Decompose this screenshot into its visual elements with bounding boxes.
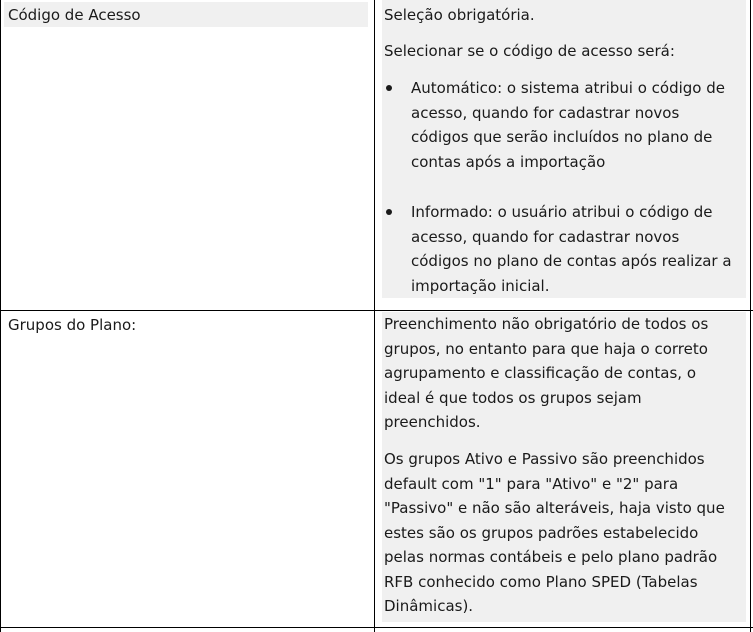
description-paragraph-grupos-ativo-passivo: Os grupos Ativo e Passivo são preenchidos default com "1" para "Ativo" e "2" para "Passivo" e não são alteráveis, haja visto que estes são os grupos padrões estabelecido pelas normas contábeis e pelo plano padrão RFB conhecido como Plano SPED (Tabelas Dinâmicas). (384, 450, 725, 615)
description-paragraph-preenchimento: Preenchimento não obrigatório de todos os grupos, no entanto para que haja o correto agrupamento e classificação de contas, o ideal é que todos os grupos sejam preenchidos. (384, 315, 709, 431)
table-left-border (0, 0, 1, 632)
description-lead: Selecionar se o código de acesso será: (384, 42, 675, 60)
bullet-dot (386, 209, 392, 215)
field-label-grupos-do-plano: Grupos do Plano: (8, 316, 137, 334)
field-label-codigo-acesso: Código de Acesso (8, 6, 141, 24)
row-divider-2 (0, 627, 753, 628)
column-divider (374, 0, 375, 632)
row-divider-1 (0, 310, 753, 311)
bullet-dot (386, 85, 392, 91)
description-intro: Seleção obrigatória. (384, 6, 535, 24)
bullet-item-informado: Informado: o usuário atribui o código de acesso, quando for cadastrar novos códigos no plano de contas após realizar a importação inicial. (411, 203, 732, 295)
bullet-item-automatico: Automático: o sistema atribui o código de acesso, quando for cadastrar novos códigos que serão incluídos no plano de contas após a importação (411, 79, 725, 171)
